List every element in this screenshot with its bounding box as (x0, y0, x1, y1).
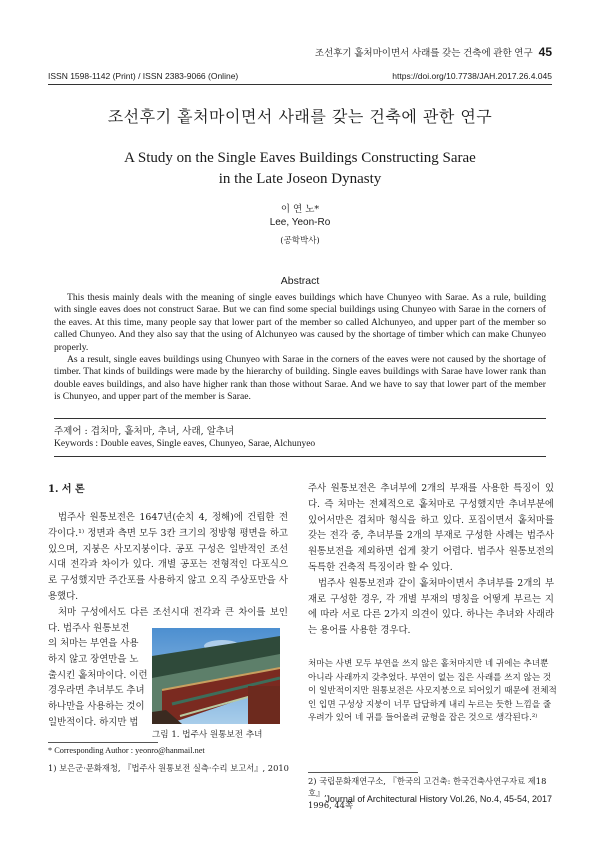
keywords-top-rule (54, 418, 546, 419)
figure-1-caption: 그림 1. 법주사 원통보전 추녀 (152, 730, 263, 740)
page-number: 45 (538, 45, 552, 59)
right-column-paragraph-1: 주사 원통보전은 추녀부에 2개의 부재를 사용한 특징이 있다. 즉 처마는 전체적으로 홑처마로 구성했지만 추녀부분에 있어서만은 겹처마 형식을 하고 있다. 포집이면서 홑처마를 갖는 전각 중, 추녀부를 2개의 부재로 구성한 사례는 법주사 원통보전을 제외하면 쉽게 찾기 어렵다. 법주사 원통보전의 독특한 건축적 특징이라 할 수 있다. (308, 483, 554, 573)
block-quote: 처마는 사변 모두 부연을 쓰지 않은 홑처마지만 네 귀에는 추녀뿐 아니라 사래까지 갖추었다. 부연이 없는 집은 사래를 쓰지 않는 것이 일반적이지만 원통보전은 사모지붕으로 되어있기 때문에 전체적인 입면 구성상 지붕이 너무 답답하게 내리 누르는 듯한 느낌을 줄 우려가 있어 네 귀를 들어올려 균형을 잡은 것으로 생각된다.²⁾ (308, 659, 557, 724)
running-header (315, 45, 552, 59)
issn: ISSN 1598-1142 (Print) / ISSN 2383-9066 (Online) (48, 71, 239, 81)
section-1-line-b: 의 처마는 부연을 사용 (48, 638, 139, 649)
figure-1-photo (152, 628, 280, 724)
section-1-line-c: 하지 않고 장연만을 노 (48, 653, 139, 665)
abstract-paragraph-1: This thesis mainly deals with the meaning of single eaves buildings which have Chunyeo with Sarae. As a rule, building with single eaves does not construct Sarae. But we can find some special buildings using Chunyeo with Sarae in the corners of the eaves. At this time, many people say that lower part of the member so called Alchunyeo, and upper part of the member so called Chunyeo. And they also say that the using of Alchunyeo was caused by the shortage of timber which can make Chunyeo properly. (54, 292, 546, 353)
right-column-paragraph-2: 법주사 원통보전과 같이 홑처마이면서 추녀부를 2개의 부재로 구성한 경우, 각 개별 부재의 명칭을 어떻게 부르는 지에 따라 서로 다른 2가지 의견이 있다. 하나는 추녀와 사래라는 용어를 사용한 경우다. (308, 577, 554, 637)
footnote-2 (308, 775, 558, 811)
title-korean: 조선후기 홑처마이면서 사래를 갖는 건축에 관한 연구 (107, 107, 493, 126)
journal-footer: Journal of Architectural History Vol.26, No.4, 45-54, 2017 (325, 794, 552, 804)
abstract-paragraph-2: As a result, single eaves buildings using Chunyeo with Sarae in the corners of the eaves were not caused by the shortage of timber. That kinds of buildings were made by the hierarchy of building. Single eaves buildings with Sarae have lower rank than double eaves buildings, and also have higher rank than those without Sarae. And we have to say that lower part of the member is Chunyeo, and upper part of the member is Sarae. (54, 354, 546, 403)
section-1-heading: 1. 서 론 (48, 484, 85, 495)
abstract-heading: Abstract (280, 275, 320, 287)
corresponding-author: * Corresponding Author : yeonro@hanmail.net (48, 746, 205, 755)
footnote-2-line-1: 2) 국립문화재연구소, 『한국의 고건축: 한국건축사연구자료 제18호』, (308, 776, 547, 798)
author-korean: 이 연 노* (280, 204, 320, 215)
keywords-bottom-rule (54, 456, 546, 457)
section-1-line-e: 경우라면 추녀부도 추녀 (48, 685, 145, 697)
eaves-photo-illustration (152, 628, 280, 724)
left-column-wrap-text (48, 636, 150, 731)
section-1-paragraph-2a: 처마 구성에서도 다른 조선시대 전각과 큰 차이를 보인다. 법주사 원통보전 (48, 606, 288, 634)
left-column-text (48, 510, 288, 636)
author-affiliation: (공학박사) (280, 236, 320, 246)
section-1-line-d: 출시킨 홑처마이다. 이런 (48, 669, 148, 681)
title-english-line-2: in the Late Joseon Dynasty (218, 171, 382, 187)
section-1-paragraph-1: 법주사 원통보전은 1647년(순치 4, 정해)에 건립한 전각이다.¹⁾ 정면과 측면 모두 3칸 크기의 정방형 평면을 하고 있으며, 지붕은 사모지붕이다. 공포 구성은 일반적인 조선시대 전각과 차이가 있다. 개별 공포는 전형적인 다포식으로 구성했지만 주간포를 사용하지 않고 오직 주상포만을 사용했다. (48, 512, 288, 602)
section-1-line-g: 일반적이다. 하지만 법 (48, 716, 139, 728)
right-column-text (308, 481, 554, 639)
doi-link[interactable]: https://doi.org/10.7738/JAH.2017.26.4.045 (392, 71, 552, 81)
title-english-line-1: A Study on the Single Eaves Buildings Constructing Sarae (124, 150, 476, 166)
running-title: 조선후기 홑처마이면서 사래를 갖는 건축에 관한 연구 (314, 48, 533, 59)
author-english: Lee, Yeon-Ro (269, 217, 331, 228)
header-rule (48, 84, 552, 85)
footnote-2-line-2: 1996, 44쪽 (308, 800, 353, 810)
footnote-1: 1) 보은군·문화재청, 『법주사 원통보전 실측·수리 보고서』, 2010 (48, 763, 289, 773)
keywords-english: Keywords : Double eaves, Single eaves, Chunyeo, Sarae, Alchunyeo (54, 439, 316, 449)
footnote-rule-right (308, 772, 418, 773)
footnote-rule-left (48, 742, 158, 743)
title-english (0, 148, 600, 190)
keywords-korean: 주제어 : 겹처마, 홑처마, 추녀, 사래, 알추녀 (54, 426, 235, 437)
abstract-body (54, 292, 546, 404)
section-1-line-f: 하나만을 사용하는 것이 (48, 701, 145, 713)
